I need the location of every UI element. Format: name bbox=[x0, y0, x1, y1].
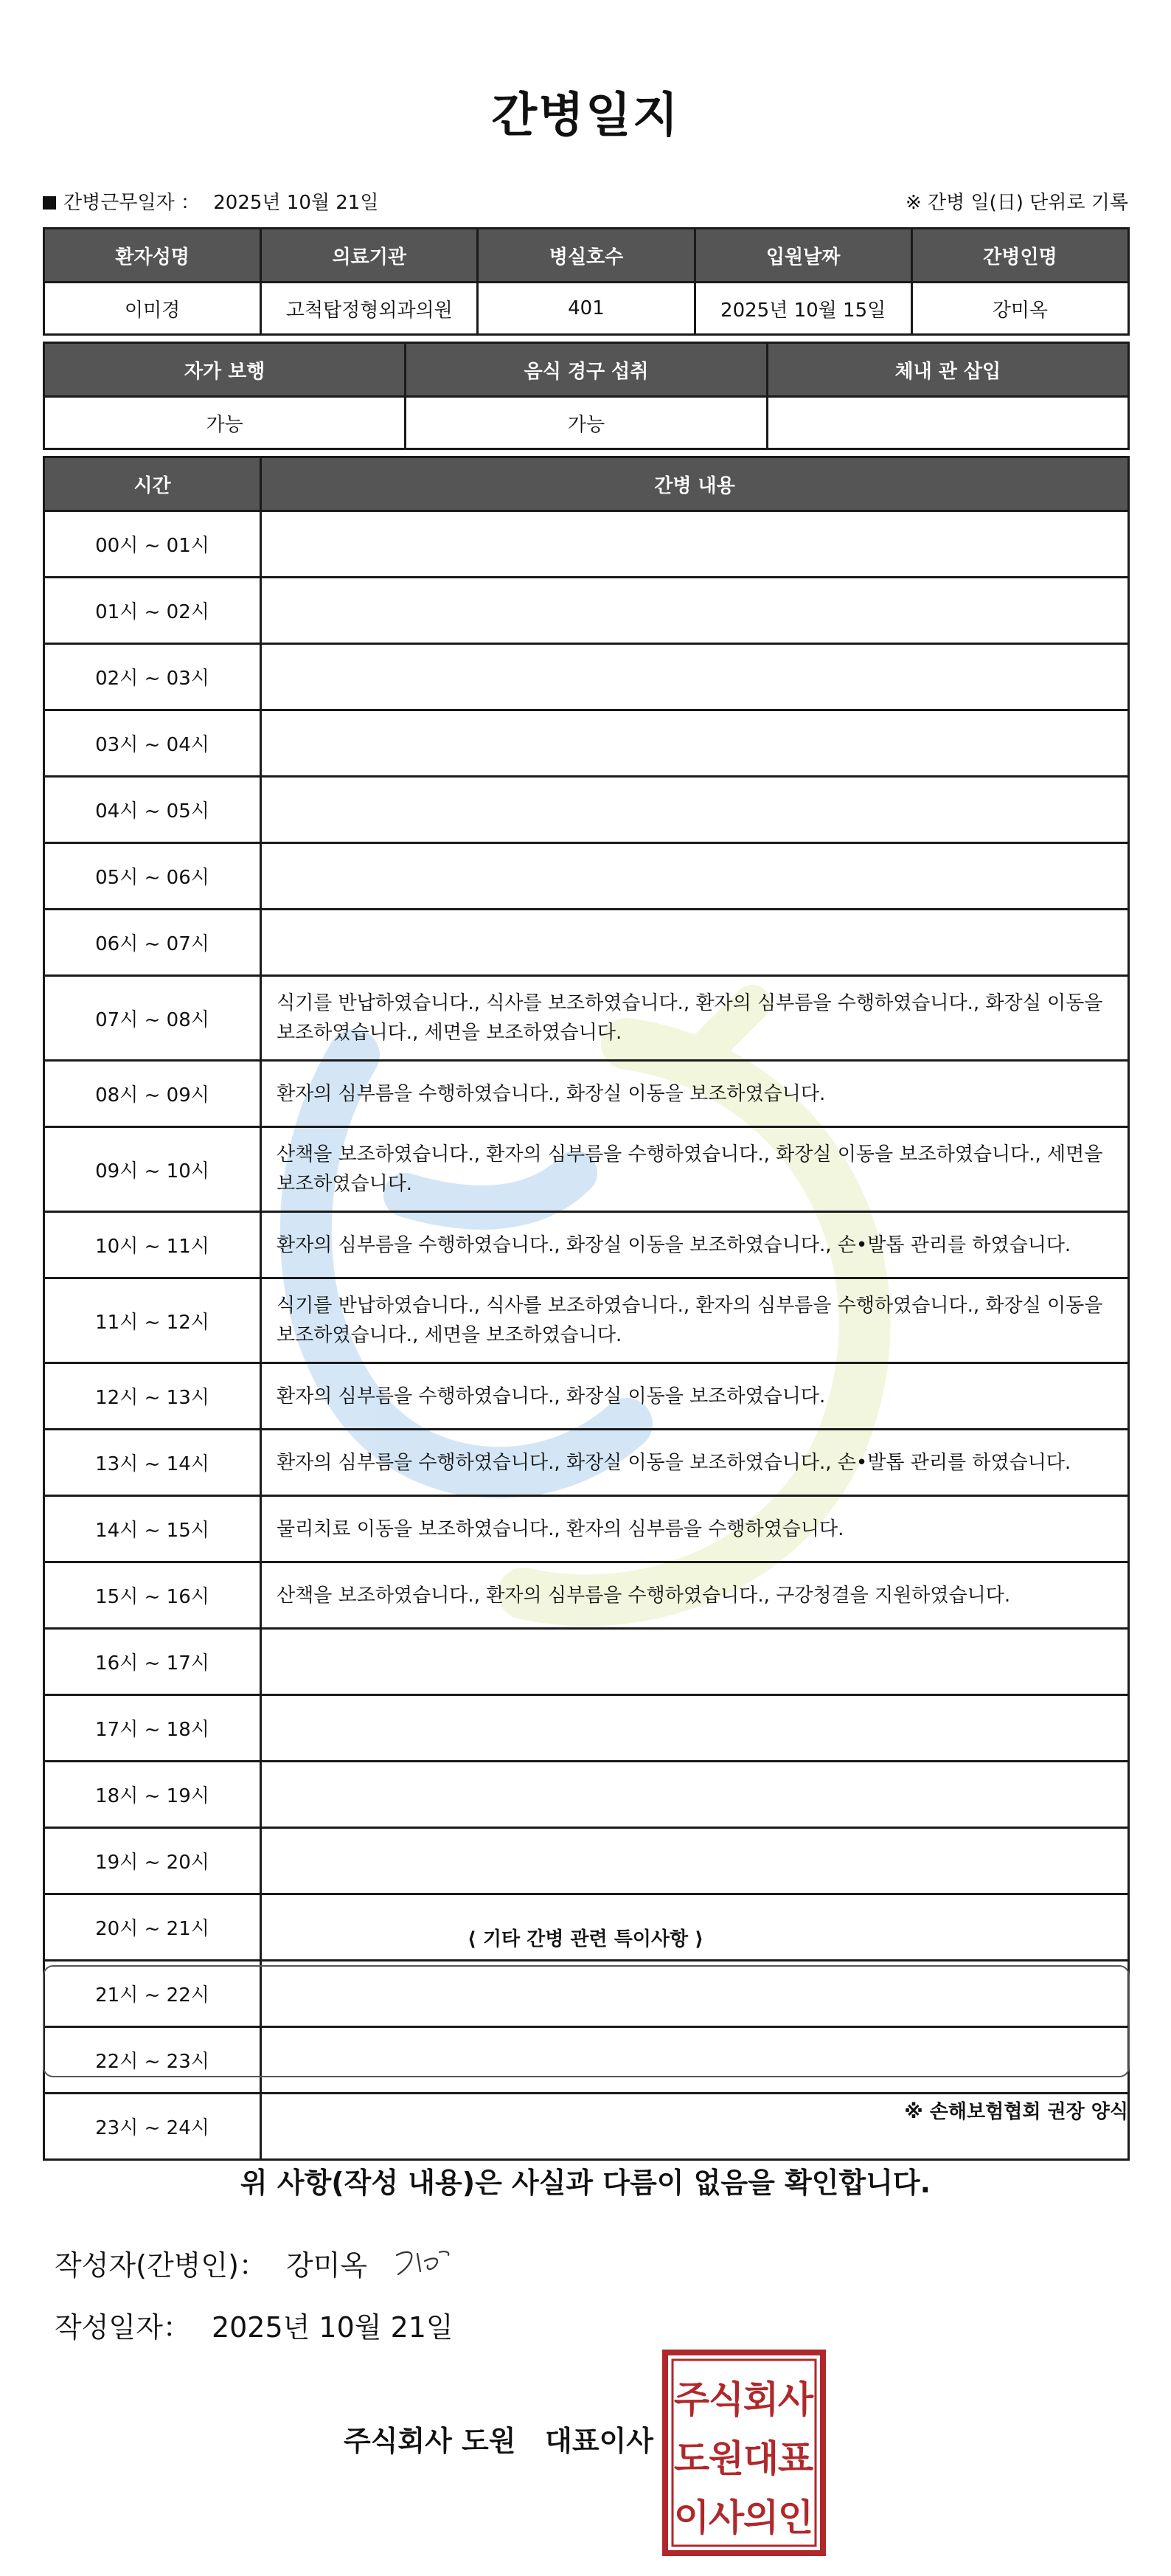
log-time-cell: 01시 ~ 02시 bbox=[44, 578, 261, 644]
patient-name: 이미경 bbox=[44, 283, 261, 335]
log-time-cell: 02시 ~ 03시 bbox=[44, 644, 261, 710]
log-time-cell: 23시 ~ 24시 bbox=[44, 2094, 261, 2160]
table-row bbox=[44, 1762, 1129, 1828]
header-oral-intake: 음식 경구 섭취 bbox=[406, 343, 767, 397]
oral-intake-status: 가능 bbox=[406, 397, 767, 449]
header-room: 병실호수 bbox=[478, 229, 695, 283]
log-time-cell: 17시 ~ 18시 bbox=[44, 1695, 261, 1762]
tube-status bbox=[767, 397, 1128, 449]
care-log-body bbox=[44, 511, 1129, 2160]
log-time-cell: 21시 ~ 22시 bbox=[44, 1961, 261, 2027]
handwritten-signature bbox=[391, 2239, 472, 2283]
seal-character: 의 bbox=[743, 2496, 779, 2539]
log-time-cell: 05시 ~ 06시 bbox=[44, 843, 261, 910]
caregiver-name: 강미옥 bbox=[911, 283, 1128, 335]
table-row bbox=[44, 710, 1129, 777]
log-time-cell: 04시 ~ 05시 bbox=[44, 777, 261, 843]
log-content-cell: 식기를 반납하였습니다., 식사를 보조하였습니다., 환자의 심부름을 수행하였습니다., 화장실 이동을 보조하였습니다., 세면을 보조하였습니다. bbox=[261, 976, 1129, 1061]
form-note: ※ 손해보험협회 권장 양식 bbox=[904, 2101, 1128, 2123]
table-row bbox=[44, 1212, 1129, 1278]
log-time-cell: 18시 ~ 19시 bbox=[44, 1762, 261, 1828]
log-time-cell: 07시 ~ 08시 bbox=[44, 976, 261, 1061]
table-row bbox=[44, 644, 1129, 710]
log-content-cell bbox=[261, 910, 1129, 976]
log-time-cell: 15시 ~ 16시 bbox=[44, 1562, 261, 1629]
header-patient-name: 환자성명 bbox=[44, 229, 261, 283]
company-representative: 주식회사 도원 대표이사 bbox=[344, 2425, 653, 2457]
log-time-cell: 08시 ~ 09시 bbox=[44, 1061, 261, 1127]
log-content-cell bbox=[261, 511, 1129, 578]
log-content-cell: 물리치료 이동을 보조하였습니다., 환자의 심부름을 수행하였습니다. bbox=[261, 1496, 1129, 1562]
table-row bbox=[44, 1562, 1129, 1629]
seal-character: 이 bbox=[673, 2496, 710, 2539]
table-row bbox=[44, 1061, 1129, 1127]
log-time-cell: 12시 ~ 13시 bbox=[44, 1363, 261, 1430]
log-content-cell bbox=[261, 710, 1129, 777]
table-row bbox=[44, 777, 1129, 843]
table-header-row bbox=[44, 457, 1129, 511]
seal-character: 사 bbox=[777, 2378, 814, 2421]
table-row bbox=[44, 511, 1129, 578]
log-content-cell: 산책을 보조하였습니다., 환자의 심부름을 수행하였습니다., 구강청결을 지원하였습니다. bbox=[261, 1562, 1129, 1629]
log-time-cell: 13시 ~ 14시 bbox=[44, 1430, 261, 1496]
work-date-value: 2025년 10월 21일 bbox=[213, 192, 379, 214]
log-time-cell: 10시 ~ 11시 bbox=[44, 1212, 261, 1278]
table-row bbox=[44, 578, 1129, 644]
header-tube: 체내 관 삽입 bbox=[767, 343, 1128, 397]
log-time-cell: 00시 ~ 01시 bbox=[44, 511, 261, 578]
company-seal bbox=[662, 2350, 826, 2556]
log-time-cell: 19시 ~ 20시 bbox=[44, 1828, 261, 1894]
log-content-cell: 환자의 심부름을 수행하였습니다., 화장실 이동을 보조하였습니다., 손•발톱 관리를 하였습니다. bbox=[261, 1430, 1129, 1496]
seal-character: 사 bbox=[708, 2496, 745, 2539]
table-row bbox=[44, 1127, 1129, 1212]
written-date-value: 2025년 10월 21일 bbox=[211, 2311, 454, 2344]
seal-character: 식 bbox=[708, 2378, 745, 2421]
log-time-cell: 06시 ~ 07시 bbox=[44, 910, 261, 976]
table-row bbox=[44, 1496, 1129, 1562]
header-caregiver: 간병인명 bbox=[911, 229, 1128, 283]
header-hospital: 의료기관 bbox=[261, 229, 478, 283]
log-content-cell bbox=[261, 843, 1129, 910]
seal-character: 회 bbox=[743, 2378, 779, 2421]
log-time-cell: 03시 ~ 04시 bbox=[44, 710, 261, 777]
log-content-cell: 산책을 보조하였습니다., 환자의 심부름을 수행하였습니다., 화장실 이동을 보조하였습니다., 세면을 보조하였습니다. bbox=[261, 1127, 1129, 1212]
log-content-cell: 환자의 심부름을 수행하였습니다., 화장실 이동을 보조하였습니다. bbox=[261, 1061, 1129, 1127]
log-content-cell: 환자의 심부름을 수행하였습니다., 화장실 이동을 보조하였습니다. bbox=[261, 1363, 1129, 1430]
walking-status: 가능 bbox=[44, 397, 406, 449]
remarks-title: ⟨ 기타 간병 관련 특이사항 ⟩ bbox=[467, 1928, 704, 1950]
header-time: 시간 bbox=[44, 457, 261, 511]
table-row bbox=[44, 1629, 1129, 1695]
care-log-table bbox=[43, 456, 1130, 2161]
log-content-cell bbox=[261, 1695, 1129, 1762]
seal-character: 도 bbox=[673, 2437, 710, 2480]
patient-info-table bbox=[43, 227, 1130, 336]
log-time-cell: 11시 ~ 12시 bbox=[44, 1278, 261, 1363]
hospital-name: 고척탑정형외과의원 bbox=[261, 283, 478, 335]
log-content-cell: 식기를 반납하였습니다., 식사를 보조하였습니다., 환자의 심부름을 수행하였습니다., 화장실 이동을 보조하였습니다., 세면을 보조하였습니다. bbox=[261, 1278, 1129, 1363]
remarks-box bbox=[43, 1965, 1130, 2077]
admission-date: 2025년 10월 15일 bbox=[695, 283, 911, 335]
seal-character: 인 bbox=[777, 2496, 814, 2539]
square-bullet-icon bbox=[43, 196, 56, 210]
log-time-cell: 14시 ~ 15시 bbox=[44, 1496, 261, 1562]
log-time-cell: 16시 ~ 17시 bbox=[44, 1629, 261, 1695]
table-row bbox=[44, 1363, 1129, 1430]
confirmation-statement: 위 사항(작성 내용)은 사실과 다름이 없음을 확인합니다. bbox=[240, 2167, 931, 2199]
work-date bbox=[43, 188, 378, 218]
writer-name: 강미옥 bbox=[286, 2249, 368, 2282]
log-content-cell bbox=[261, 644, 1129, 710]
log-content-cell bbox=[261, 578, 1129, 644]
record-note: ※ 간병 일(日) 단위로 기록 bbox=[905, 192, 1128, 214]
log-content-cell bbox=[261, 1828, 1129, 1894]
table-header-row bbox=[44, 229, 1129, 283]
table-row bbox=[44, 976, 1129, 1061]
log-time-cell: 09시 ~ 10시 bbox=[44, 1127, 261, 1212]
table-row bbox=[44, 1695, 1129, 1762]
written-date-row bbox=[55, 2305, 454, 2345]
room-number: 401 bbox=[478, 283, 695, 335]
log-time-cell: 22시 ~ 23시 bbox=[44, 2027, 261, 2094]
header-admission-date: 입원날짜 bbox=[695, 229, 911, 283]
written-date-label: 작성일자： bbox=[55, 2311, 191, 2344]
page-title: 간병일지 bbox=[491, 89, 680, 143]
seal-character: 원 bbox=[708, 2437, 745, 2480]
table-row bbox=[44, 283, 1129, 335]
header-walking: 자가 보행 bbox=[44, 343, 406, 397]
header-care-content: 간병 내용 bbox=[261, 457, 1129, 511]
meta-row bbox=[43, 188, 1128, 218]
writer-row bbox=[55, 2243, 367, 2283]
table-row bbox=[44, 397, 1129, 449]
writer-label: 작성자(간병인)： bbox=[55, 2249, 267, 2282]
table-header-row bbox=[44, 343, 1129, 397]
log-content-cell bbox=[261, 1629, 1129, 1695]
work-date-label: 간병근무일자 ： bbox=[63, 192, 200, 214]
seal-character: 주 bbox=[673, 2378, 710, 2421]
table-row bbox=[44, 1828, 1129, 1894]
seal-character: 표 bbox=[777, 2437, 814, 2480]
table-row bbox=[44, 910, 1129, 976]
table-row bbox=[44, 843, 1129, 910]
table-row bbox=[44, 1430, 1129, 1496]
log-content-cell bbox=[261, 777, 1129, 843]
log-time-cell: 20시 ~ 21시 bbox=[44, 1894, 261, 1961]
log-content-cell bbox=[261, 1762, 1129, 1828]
table-row bbox=[44, 1278, 1129, 1363]
patient-status-table bbox=[43, 342, 1130, 450]
seal-character: 대 bbox=[743, 2437, 779, 2480]
log-content-cell: 환자의 심부름을 수행하였습니다., 화장실 이동을 보조하였습니다., 손•발톱 관리를 하였습니다. bbox=[261, 1212, 1129, 1278]
